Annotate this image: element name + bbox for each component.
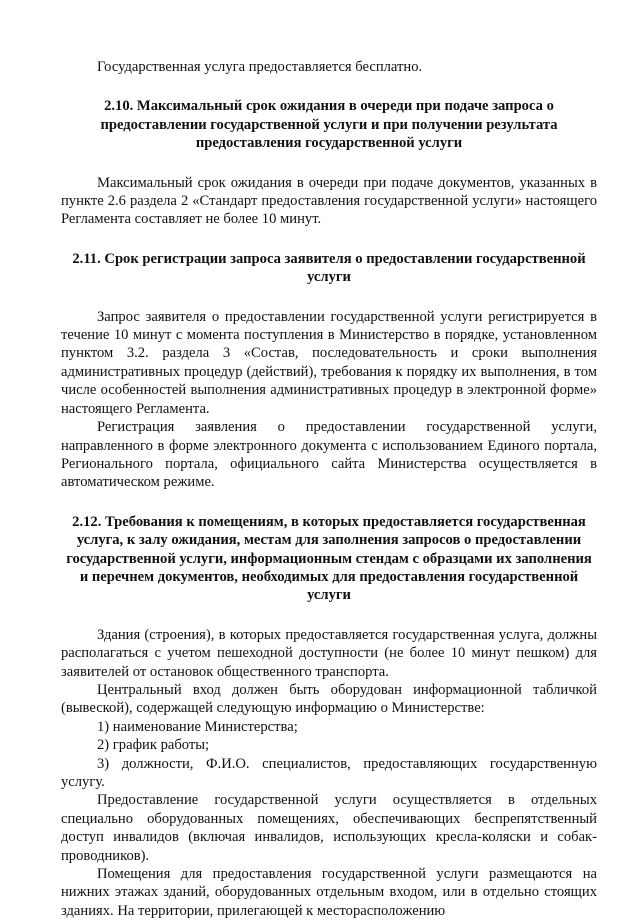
section-2-12-paragraph-1: Здания (строения), в которых предоставляется государственная услуга, должны располагаться с учетом пешеходной доступности (не более 10 минут пешком) для заявителей от остановок общественного транспорта.: [61, 626, 597, 680]
section-2-12-paragraph-2: Центральный вход должен быть оборудован информационной табличкой (вывеской), содержащей следующую информацию о Министерстве:: [61, 681, 597, 717]
section-2-12-paragraph-4: Помещения для предоставления государственной услуги размещаются на нижних этажах зданий, оборудованных отдельным входом, или в отдельно стоящих зданиях. На территории, прилегающей к месторасположению: [61, 866, 597, 919]
section-heading-2-11: 2.11. Срок регистрации запроса заявителя о предоставлении государственной услуги: [72, 250, 586, 286]
section-2-11-paragraph-2: Регистрация заявления о предоставлении государственной услуги, направленного в форме электронного документа с использованием Единого портала, Регионального портала, официального сайта Министерства осуществляется в автоматическом режиме.: [61, 419, 597, 491]
list-item: 2) график работы;: [97, 737, 210, 754]
section-2-11-paragraph-1: Запрос заявителя о предоставлении государственной услуги регистрируется в течение 10 минут с момента поступления в Министерство в порядке, установленном пунктом 3.2. раздела 3 «Состав, последовательность и сроки выполнения административных процедур (действий), требования к порядку их выполнения, в том числе особенностей выполнения административных процедур в электронной форме» настоящего Регламента.: [61, 308, 597, 417]
section-heading-2-12: 2.12. Требования к помещениям, в которых предоставляется государственная услуга, к залу ожидания, местам для заполнения запросов о предоставлении государственной услуги, информационным стендам с образцами их заполнения и перечнем документов, необходимых для предоставления государственной услуги: [66, 513, 592, 604]
spacer: [61, 287, 597, 308]
section-2-12-paragraph-3: Предоставление государственной услуги осуществляется в отдельных специально оборудованных помещениях, обеспечивающих беспрепятственный доступ инвалидов (включая инвалидов, использующих кресла-коляски и собак-проводников).: [61, 792, 597, 864]
section-heading-2-10: 2.10. Максимальный срок ожидания в очереди при подаче запроса о предоставлении государственной услуги и при получении результата предоставления государственной услуги: [100, 98, 558, 152]
spacer: [61, 153, 597, 174]
spacer: [61, 76, 597, 97]
spacer: [61, 492, 597, 513]
document-page: [61, 58, 597, 920]
list-item: 3) должности, Ф.И.О. специалистов, предоставляющих государственную услугу.: [61, 755, 597, 790]
spacer: [61, 229, 597, 250]
spacer: [61, 605, 597, 626]
intro-paragraph: Государственная услуга предоставляется бесплатно.: [97, 59, 423, 75]
section-2-10-paragraph-1: Максимальный срок ожидания в очереди при подаче документов, указанных в пункте 2.6 раздела 2 «Стандарт предоставления государственной услуги» настоящего Регламента составляет не более 10 минут.: [61, 174, 597, 228]
list-item: 1) наименование Министерства;: [97, 718, 298, 735]
